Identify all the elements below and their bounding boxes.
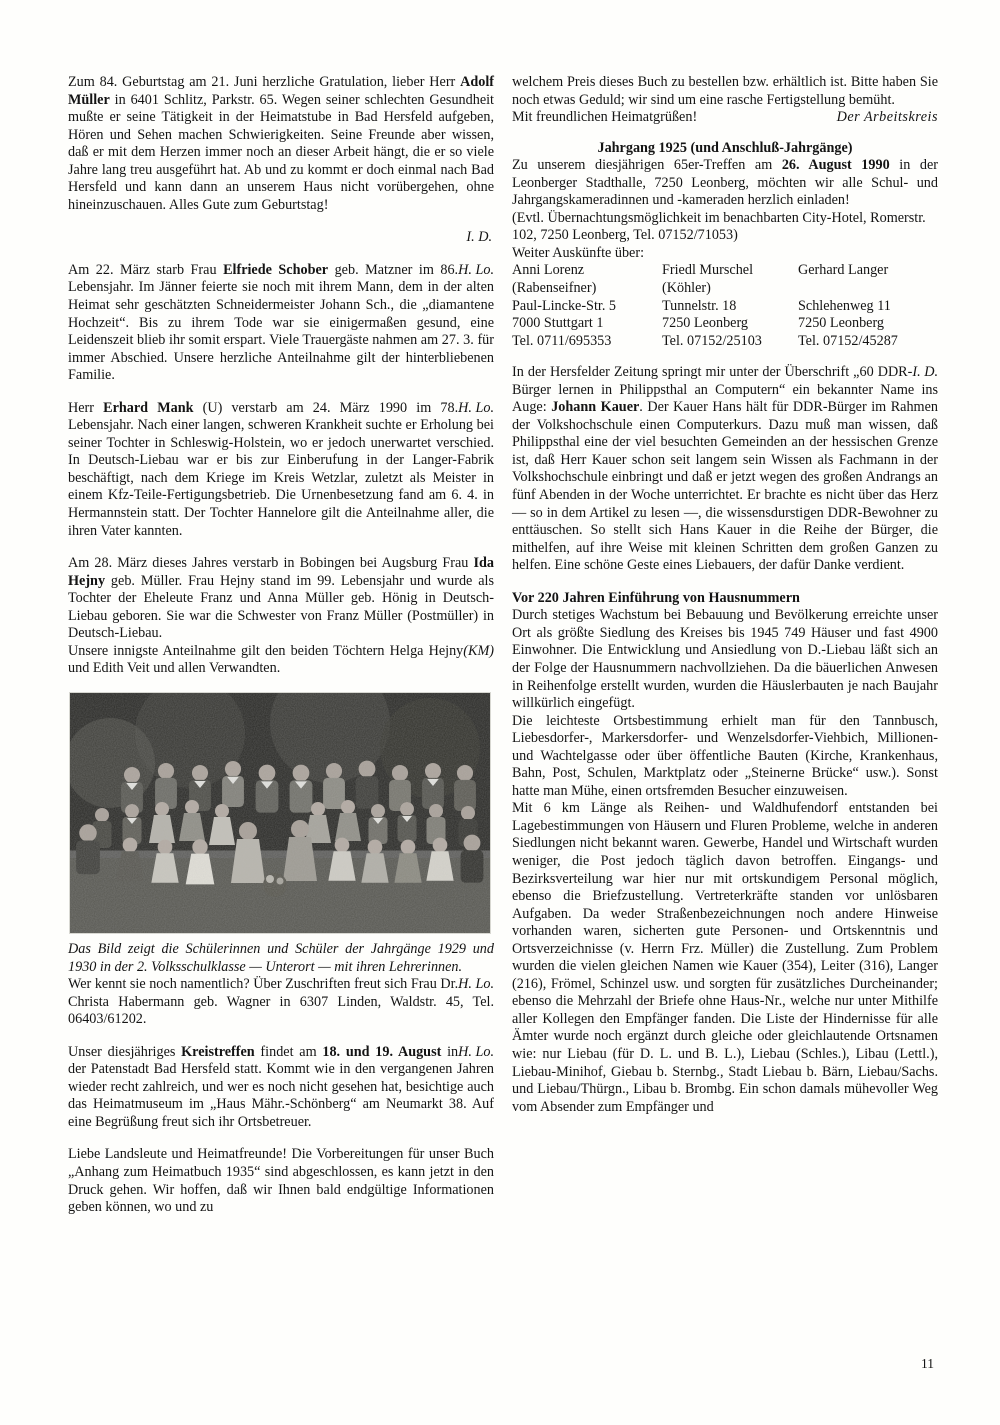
person-name-bold: Ida Hejny (68, 555, 494, 589)
contact-city: 7250 Leonberg (798, 315, 885, 332)
signature-initials: H. Lo. (458, 261, 494, 278)
signature-initials: (KM) (463, 642, 494, 659)
contact-nickname: (Köhler) (662, 280, 711, 297)
paragraph-condolence-hejny (68, 643, 494, 678)
paragraph-text: In der Hersfelder Zeitung springt mir unter der Überschrift „60 DDR-Bürger lernen in Philippsthal an Computern“ ein bekannter Name ins Auge: (512, 364, 938, 416)
contact-card-murschel (662, 262, 798, 350)
paragraph-text: . Der Kauer Hans hält für DDR-Bürger im Rahmen der Volkshochschule einen Computerkurs. Dazu muß man wissen, daß Philippsthal eine der viel besuchten Gemeinden an der hessischen Grenze ist, daß Herr Kauer schon seit langem sein Wissen als Fachmann in der Volkshochschule einbringt und daß er jetzt wegen des großen Andrangs an fünf Abenden in der Woche unterrichtet. Er brachte es nicht über das Herz — so in dem Artikel zu lesen —, die wissensdurstigen DDR-Bewohner zu enttäuschen. So stellt sich Hans Kauer in die Reihe der Bürger, die mithelfen, auf ihre Weise mit kleinen Schritten dem großen Ganzen zu helfen. Eine schöne Geste eines Liebauers, der dafür Danke verdient. (512, 399, 938, 574)
signature-initials: H. Lo. (458, 976, 494, 993)
contact-phone: Tel. 07152/45287 (798, 332, 898, 349)
paragraph-wachstum: Durch stetiges Wachstum bei Bebauung und Bevölkerung erreichte unser Ort als größte Siedlung des Kreises bis 1945 749 Häuser und fast 4900 Einwohner. Die Entwicklung und Ansiedlung von D.-Liebau läßt sich an der Folge der Hausnummern nachvollziehen. Da die bäuerlichen Anwesen in Reihenfolge erstellt wurden, wurden die Häuslerbauten je nach Baujahr willkürlich eingefügt. (512, 607, 938, 712)
paragraph-text: (U) verstarb am 24. März 1990 im 78. Lebensjahr. Nach einer langen, schweren Krankheit suchte er Erholung bei seiner Tochter in Schleswig-Holstein, wo er jedoch unerwartet verschied. In Deutsch-Liebau war er bis zur Einberufung in der Langer-Fabrik beschäftigt, nach dem Kriege im Kreis Wetzlar, zuletzt als Meister in einem Kfz-Teile-Fertigungsbetrieb. Die Urnenbesetzung fand am 6. 4. in Hermannstein statt. Der Tochter Hannelore gilt die Anteilnahme aller, die ihren Vater kannten. (68, 399, 494, 539)
paragraph-hotel-note: (Evtl. Übernachtungsmöglichkeit im benachbarten City-Hotel, Romerstr. 102, 7250 Leonberg, Tel. 07152/71053) (512, 209, 926, 244)
contact-card-langer (798, 262, 938, 350)
contact-table (512, 262, 938, 350)
person-name-bold: Adolf Müller (68, 74, 494, 108)
paragraph-text: Unser diesjähriges (68, 1043, 182, 1060)
signature-initials: I. D. (912, 364, 938, 381)
heading-hausnummern: Vor 220 Jahren Einführung von Hausnummern (512, 589, 800, 606)
contact-nickname (798, 280, 938, 298)
contact-street: Schlehenweg 11 (798, 297, 891, 314)
signature-initials: I. D. (466, 229, 492, 246)
paragraph-ortsbestimmung: Die leichteste Ortsbestimmung erhielt man für den Tannbusch, Liebesdorfer-, Markersdorfer- und Wenzelsdorfer-Viehbich, Millionen- und Wachtelgasse oder über öffentliche Bauten (Kirche, Krankenhaus, Bahn, Post, Schulen, Marktplatz oder „Steinerne Brücke“ usw.). Sonst hatte man Mühe, einen ortsfremden Besucher einzuweisen. (512, 712, 938, 799)
right-column (512, 74, 938, 1116)
contact-nickname: (Rabenseifner) (512, 280, 597, 297)
paragraph-reihendorf-post: Mit 6 km Länge als Reihen- und Waldhufendorf entstanden bei Lagebestimmungen von Häusern und Fluren Probleme, welche in anderen Siedlungen nicht bekannt waren. Gewerbe, Handel und Wirtschaft wurden weniger, die Post jedoch täglich davon betroffen. Eingangs- und Bezirksverteilung war hier nur mit ortskundigem Personal möglich, ebenso die Briefzustellung. Vertreterkräfte standen vor unlösbaren Aufgaben. Da weder Straßenbezeichnungen noch andere Hinweise vorhanden waren, sicherten gute Personen- und Ortskenntnis und Ortsverzeichnisse (v. Herrn Frz. Müller) die Zustellung. Zum Problem wurden die vielen gleichen Namen wie Kauer (354), Leiter (316), Langer (216), Frömel, Schinzel usw. und sorgten für zusätzliches Durcheinander; ebenso die Mehrzahl der Briefe ohne Haus-Nr., welche nur unter Mithilfe aller Kollegen den Empfänger fanden. Die Liste der Hindernisse für alle Ämter wurde noch ergänzt durch gleiche oder gleichlautende Ortsnamen wie: nur Liebau (für D. L. und B. L.), Liebau (Schles.), Libau (Lettl.), Liebau-Minihof, Giebau b. Sternbg., Stadt Liebau b. Bärn, Liebau/Sachs. und Liebau/Thürgn., Libau b. Brombg. Ein schon damals mühevoller Weg vom Absender zum Empfänger und (512, 800, 938, 1115)
heading-jahrgang-1925: Jahrgang 1925 (und Anschluß-Jahrgänge) (597, 139, 853, 156)
paragraph-text: Herr (68, 399, 104, 416)
contact-card-lorenz (512, 262, 662, 350)
paragraph-auskuenfte-label: Weiter Auskünfte über: (512, 244, 645, 261)
paragraph-text: geb. Müller. Frau Hejny stand im 99. Lebensjahr und wurde als Tochter der Eheleute Franz und Anna Müller geb. Hönig in Deutsch-Liebau geboren. Sie war die Schwester von Franz Müller (Postmüller) in Deutsch-Liebau. (68, 572, 494, 642)
contact-name: Anni Lorenz (512, 262, 585, 279)
contact-city: 7000 Stuttgart 1 (512, 315, 604, 332)
paragraph-kreistreffen (68, 1044, 494, 1132)
paragraph-text: findet am (254, 1043, 323, 1060)
paragraph-book-continuation: welchem Preis dieses Buch zu bestellen bzw. erhältlich ist. Bitte haben Sie noch etwas Geduld; wir sind um eine rasche Fertigstellung bemüht. (512, 74, 938, 108)
contact-name: Gerhard Langer (798, 262, 889, 279)
paragraph-text: geb. Matzner im 86. Lebensjahr. Im Jänner feierte sie noch mit ihrem Mann, dem in der alten Heimat sehr geschätzten Schneidermeister Johann Sch., die „diamantene Hochzeit“. Bis zu ihrem Tode war sie einigermaßen gesund, eine Leidenszeit blieb ihr somit erspart. Viele Trauergäste nahmen am 27. 3. für immer Abschied. Unsere herzliche Anteilnahme gilt der hinterbliebenen Familie. (68, 261, 494, 384)
contact-name: Friedl Murschel (662, 262, 754, 279)
paragraph-obituary-hejny (68, 555, 494, 643)
paragraph-photo-inquiry (68, 976, 494, 1029)
signature-initials: H. Lo. (458, 399, 494, 416)
paragraph-text: in der Leonberger Stadthalle, 7250 Leonberg, möchten wir alle Schul- und Jahrgangskameradinnen und -kameraden herzlich einladen! (512, 157, 938, 209)
paragraph-treffen-invitation (512, 157, 938, 210)
paragraph-obituary-mank (68, 400, 494, 540)
signature-initials: H. Lo. (458, 1043, 494, 1060)
paragraph-text: Wer kennt sie noch namentlich? Über Zuschriften freut sich Frau Dr. Christa Habermann geb. Wagner in 6307 Linden, Waldstr. 45, Tel. 06403/61202. (68, 976, 494, 1028)
paragraph-heimatbuch: Liebe Landsleute und Heimatfreunde! Die Vorbereitungen für unser Buch „Anhang zum Heimatbuch 1935“ sind abgeschlossen, es kann jetzt in den Druck gehen. Wir hoffen, daß wir Ihnen bald endgültige Informationen geben können, wo und zu (68, 1146, 494, 1216)
photo-caption: Das Bild zeigt die Schülerinnen und Schüler der Jahrgänge 1929 und 1930 in der 2. Volksschulklasse — Unterort — mit ihren Lehrerinnen. (68, 940, 494, 975)
event-date-bold: 18. und 19. August (322, 1043, 442, 1060)
person-name-bold: Elfriede Schober (223, 261, 329, 278)
event-date-bold: 26. August 1990 (781, 157, 890, 174)
person-name-bold: Johann Kauer (551, 399, 640, 416)
event-name-bold: Kreistreffen (181, 1043, 255, 1060)
paragraph-text: Am 28. März dieses Jahres verstarb in Bobingen bei Augsburg Frau (68, 555, 474, 572)
photo-flower-basket (263, 873, 287, 897)
greeting-text: Mit freundlichen Heimatgrüßen! (512, 109, 698, 126)
paragraph-text: in der Patenstadt Bad Hersfeld statt. Kommt wie in den vergangenen Jahren wieder recht zahlreich, und wer es noch nicht gesehen hat, besichtige auch das Heimatmuseum im „Haus Mähr.-Schönberg“ am Neumarkt 38. Auf eine Begrüßung freut sich ihr Ortsbetreuer. (68, 1043, 494, 1130)
paragraph-text: Am 22. März starb Frau (68, 261, 224, 278)
contact-street: Paul-Lincke-Str. 5 (512, 297, 617, 314)
signature-arbeitskreis: Der Arbeitskreis (836, 109, 938, 126)
paragraph-text: in 6401 Schlitz, Parkstr. 65. Wegen seiner schlechten Gesundheit mußte er seine Tätigkeit in der Heimatstube in Bad Hersfeld aufgeben, Hören und Sehen machen Schwierigkeiten. Seine Freunde aber wissen, daß er mit dem Herzen immer noch an dieser Arbeit hängt, die er so viele Jahre lang treu ausgeführt hat. Ab und zu kommt er doch einmal nach Bad Hersfeld und kann dann an unserem Haus nicht vorübergehen, ohne hineinzuschauen. Alles Gute zum Geburtstag! (68, 91, 494, 213)
person-name-bold: Erhard Mank (103, 399, 194, 416)
contact-city: 7250 Leonberg (662, 315, 749, 332)
paragraph-text: Unsere innigste Anteilnahme gilt den beiden Töchtern Helga Hejny und Edith Veit und allen Verwandten. (68, 642, 464, 677)
paragraph-text: Zu unserem diesjährigen 65er-Treffen am (512, 157, 782, 174)
page-number: 11 (921, 1356, 934, 1371)
greeting-line (512, 109, 938, 127)
paragraph-obituary-schober (68, 262, 494, 385)
left-column (68, 74, 494, 1217)
contact-phone: Tel. 07152/25103 (662, 332, 762, 349)
paragraph-ddr-computerkurs (512, 364, 938, 575)
contact-street: Tunnelstr. 18 (662, 297, 737, 314)
class-photo-image (70, 693, 490, 933)
class-photo (70, 693, 490, 933)
paragraph-text: Zum 84. Geburtstag am 21. Juni herzliche Gratulation, lieber Herr (68, 74, 461, 90)
paragraph-birthday-adolf-mueller (68, 74, 494, 214)
contact-phone: Tel. 0711/695353 (512, 332, 612, 349)
